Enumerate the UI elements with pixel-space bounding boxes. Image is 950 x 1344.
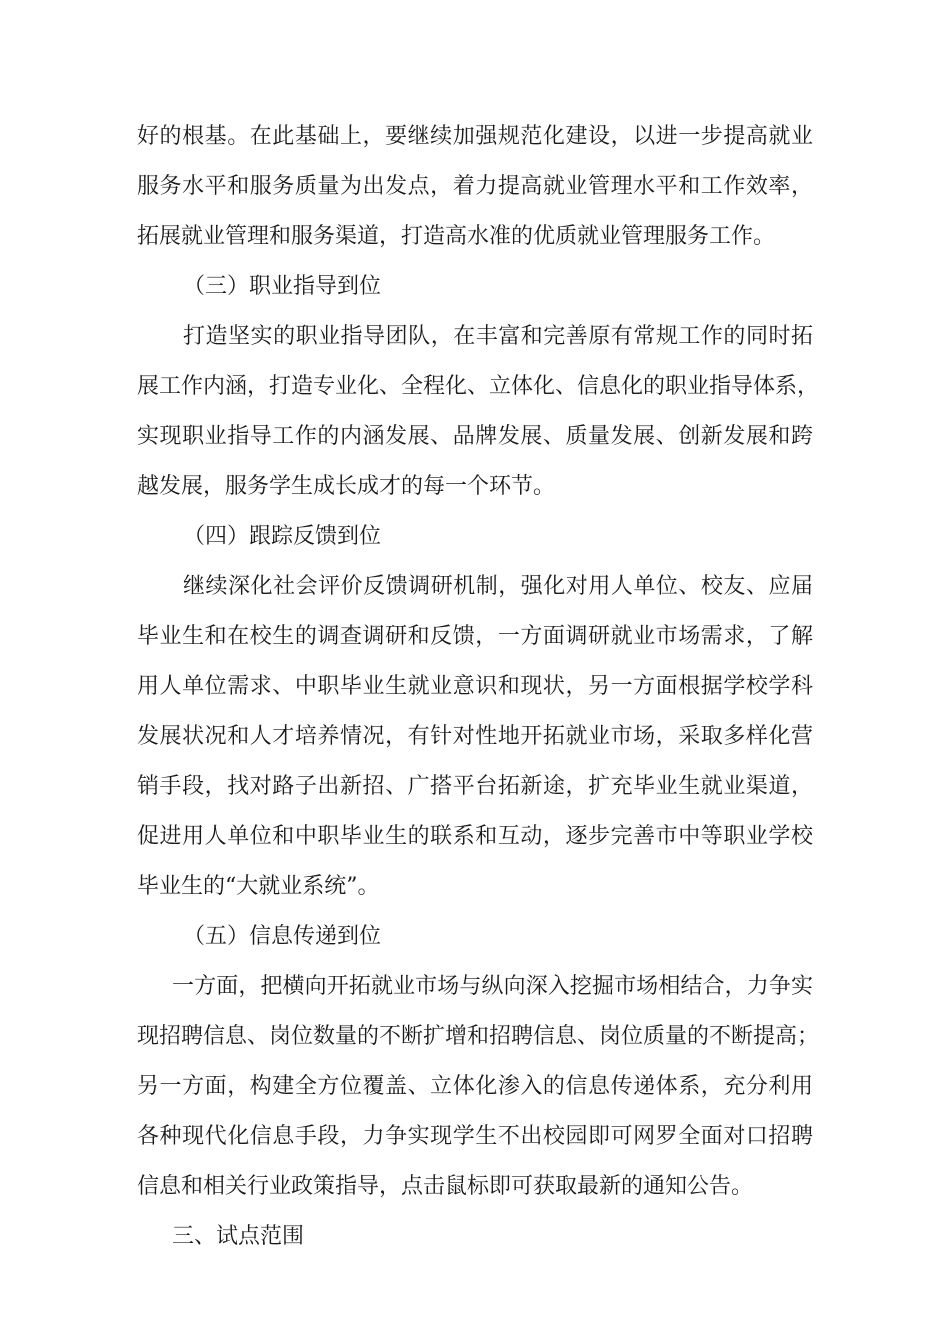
paragraph-line: 服务水平和服务质量为出发点，着力提高就业管理水平和工作效率， — [137, 174, 813, 199]
paragraph-line: 展工作内涵，打造专业化、全程化、立体化、信息化的职业指导体系， — [137, 374, 820, 399]
paragraph-line: 拓展就业管理和服务渠道，打造高水准的优质就业管理服务工作。 — [137, 224, 776, 249]
paragraph-line: 各种现代化信息手段，力争实现学生不出校园即可网罗全面对口招聘 — [137, 1124, 813, 1149]
paragraph-line: 越发展，服务学生成长成才的每一个环节。 — [137, 474, 556, 499]
paragraph-line: 另一方面，构建全方位覆盖、立体化渗入的信息传递体系，充分利用 — [137, 1074, 813, 1099]
paragraph-line: 毕业生和在校生的调查调研和反馈，一方面调研就业市场需求，了解 — [137, 624, 813, 649]
section-heading: （四）跟踪反馈到位 — [183, 524, 382, 549]
paragraph-line: 信息和相关行业政策指导，点击鼠标即可获取最新的通知公告。 — [137, 1174, 754, 1199]
paragraph-line: 促进用人单位和中职毕业生的联系和互动，逐步完善市中等职业学校 — [137, 824, 813, 849]
paragraph-line: 毕业生的“大就业系统”。 — [137, 874, 380, 899]
section-heading: （三）职业指导到位 — [183, 274, 382, 299]
paragraph-line: 现招聘信息、岗位数量的不断扩增和招聘信息、岗位质量的不断提高； — [137, 1024, 820, 1049]
paragraph-line: 继续深化社会评价反馈调研机制，强化对用人单位、校友、应届 — [183, 574, 813, 599]
section-heading: 三、试点范围 — [172, 1224, 305, 1249]
paragraph-line: 打造坚实的职业指导团队，在丰富和完善原有常规工作的同时拓 — [183, 324, 813, 349]
paragraph-line: 用人单位需求、中职毕业生就业意识和现状，另一方面根据学校学科 — [137, 674, 813, 699]
paragraph-line: 好的根基。在此基础上，要继续加强规范化建设，以进一步提高就业 — [137, 124, 813, 149]
paragraph-line: 发展状况和人才培养情况，有针对性地开拓就业市场，采取多样化营 — [137, 724, 813, 749]
paragraph-line: 销手段，找对路子出新招、广搭平台拓新途，扩充毕业生就业渠道， — [137, 774, 813, 799]
paragraph-line: 一方面，把横向开拓就业市场与纵向深入挖掘市场相结合，力争实 — [172, 974, 813, 999]
paragraph-line: 实现职业指导工作的内涵发展、品牌发展、质量发展、创新发展和跨 — [137, 424, 813, 449]
section-heading: （五）信息传递到位 — [183, 924, 382, 949]
